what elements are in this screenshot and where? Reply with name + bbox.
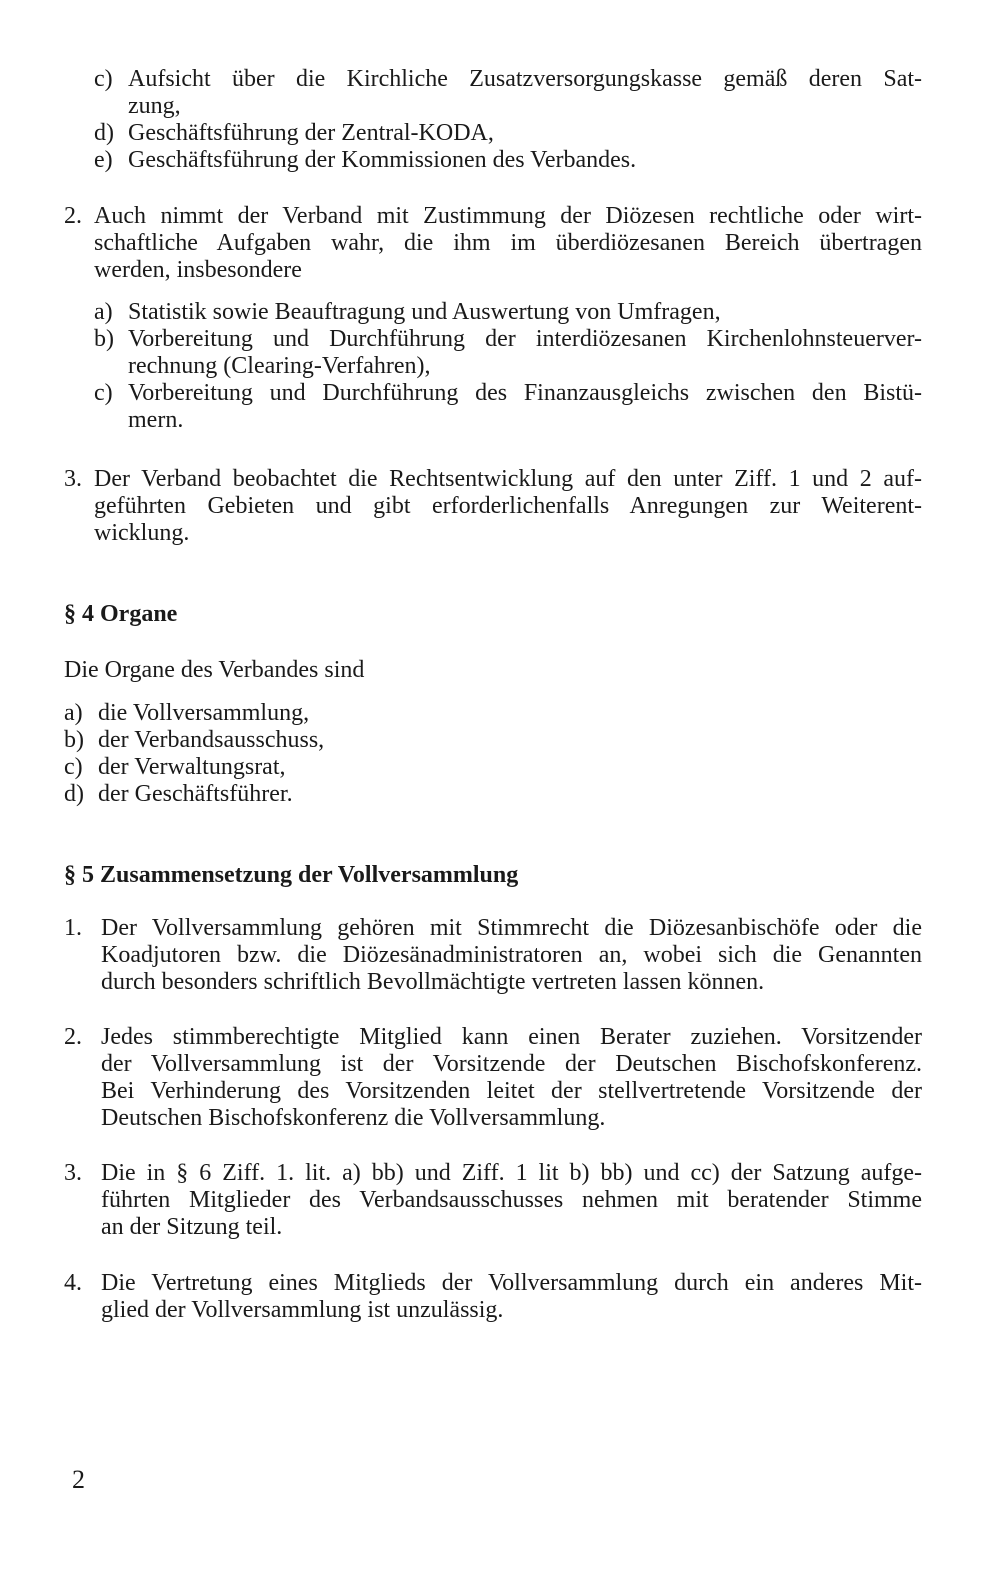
list-item: [94, 66, 922, 93]
paragraph-line: Die in § 6 Ziff. 1. lit. a) bb) und Ziff. 1 lit b) bb) und cc) der Satzung aufge-: [101, 1160, 922, 1186]
list-text: die Vollversammlung,: [98, 700, 310, 726]
list-text: Statistik sowie Beauftragung und Auswertung von Umfragen,: [128, 299, 721, 325]
organ-list: [64, 700, 324, 808]
list-label: a): [64, 700, 83, 726]
list-item-cont: [94, 93, 922, 120]
list-label: b): [64, 727, 84, 753]
numbered-paragraph: [64, 1270, 922, 1324]
numbered-paragraph-3: [64, 466, 922, 547]
list-label: c): [94, 66, 113, 92]
list-text: Aufsicht über die Kirchliche Zusatzversorgungskasse gemäß deren Sat-: [128, 66, 922, 92]
section-heading-4: § 4 Organe: [64, 601, 178, 627]
list-item: [64, 781, 324, 808]
numbered-paragraph: [64, 1160, 922, 1241]
list-text: zung,: [128, 93, 181, 119]
paragraph-line: Koadjutoren bzw. die Diözesänadministratoren an, wobei sich die Genannten: [101, 942, 922, 968]
list-label: a): [94, 299, 113, 325]
list-text: Geschäftsführung der Kommissionen des Verbandes.: [128, 147, 637, 173]
section-intro: Die Organe des Verbandes sind: [64, 657, 365, 683]
list-item: [94, 120, 922, 147]
list-text: der Verwaltungsrat,: [98, 754, 286, 780]
list-label: e): [94, 147, 113, 173]
paragraph-line: Auch nimmt der Verband mit Zustimmung der Diözesen rechtliche oder wirt-: [94, 203, 922, 229]
paragraph-line: Der Verband beobachtet die Rechtsentwicklung auf den unter Ziff. 1 und 2 auf-: [94, 466, 922, 492]
paragraph-line: Die Vertretung eines Mitglieds der Vollversammlung durch ein anderes Mit-: [101, 1270, 922, 1296]
top-list: [94, 66, 922, 174]
paragraph-line: Der Vollversammlung gehören mit Stimmrecht die Diözesanbischöfe oder die: [101, 915, 922, 941]
paragraph-line: führten Mitglieder des Verbandsausschusses nehmen mit beratender Stimme: [101, 1187, 922, 1213]
paragraph-number: 3.: [64, 466, 82, 492]
paragraph-number: 1.: [64, 915, 82, 941]
list-item: [94, 299, 922, 326]
list-label: d): [94, 120, 114, 146]
list-text: der Verbandsausschuss,: [98, 727, 325, 753]
list-text: rechnung (Clearing-Verfahren),: [128, 353, 431, 379]
list-text: mern.: [128, 407, 184, 433]
numbered-paragraph-2: [64, 203, 922, 284]
list-text: Vorbereitung und Durchführung des Finanzausgleichs zwischen den Bistü-: [128, 380, 922, 406]
paragraph-line: schaftliche Aufgaben wahr, die ihm im überdiözesanen Bereich übertragen: [94, 230, 922, 256]
page-number: 2: [72, 1465, 85, 1494]
list-item: [64, 700, 324, 727]
paragraph-number: 2.: [64, 203, 82, 229]
list-text: der Geschäftsführer.: [98, 781, 293, 807]
paragraph-line: wicklung.: [94, 520, 190, 546]
numbered-paragraph: [64, 1024, 922, 1132]
list-item: [94, 380, 922, 407]
list-item: [94, 147, 922, 174]
list-text: Vorbereitung und Durchführung der interdiözesanen Kirchenlohnsteuerver-: [128, 326, 922, 352]
paragraph-number: 4.: [64, 1270, 82, 1296]
paragraph-line: Jedes stimmberechtigte Mitglied kann einen Berater zuziehen. Vorsitzender: [101, 1024, 922, 1050]
paragraph-line: geführten Gebieten und gibt erforderlichenfalls Anregungen zur Weiterent-: [94, 493, 922, 519]
section-heading-5: § 5 Zusammensetzung der Vollversammlung: [64, 862, 519, 888]
paragraph-line: Bei Verhinderung des Vorsitzenden leitet der stellvertretende Vorsitzende der: [101, 1078, 922, 1104]
list-item: [64, 727, 324, 754]
list-label: c): [94, 380, 113, 406]
list-label: b): [94, 326, 114, 352]
paragraph-number: 2.: [64, 1024, 82, 1050]
sub-list: [94, 299, 922, 434]
list-label: c): [64, 754, 83, 780]
list-label: d): [64, 781, 84, 807]
paragraph-line: werden, insbesondere: [94, 257, 302, 283]
numbered-paragraph: [64, 915, 922, 996]
paragraph-line: glied der Vollversammlung ist unzulässig.: [101, 1297, 504, 1323]
list-item: [94, 326, 922, 353]
paragraph-line: Deutschen Bischofskonferenz die Vollversammlung.: [101, 1105, 606, 1131]
paragraph-line: an der Sitzung teil.: [101, 1214, 283, 1240]
list-item: [64, 754, 324, 781]
paragraph-number: 3.: [64, 1160, 82, 1186]
paragraph-line: durch besonders schriftlich Bevollmächtigte vertreten lassen können.: [101, 969, 765, 995]
paragraph-line: der Vollversammlung ist der Vorsitzende der Deutschen Bischofskonferenz.: [101, 1051, 922, 1077]
list-text: Geschäftsführung der Zentral-KODA,: [128, 120, 494, 146]
